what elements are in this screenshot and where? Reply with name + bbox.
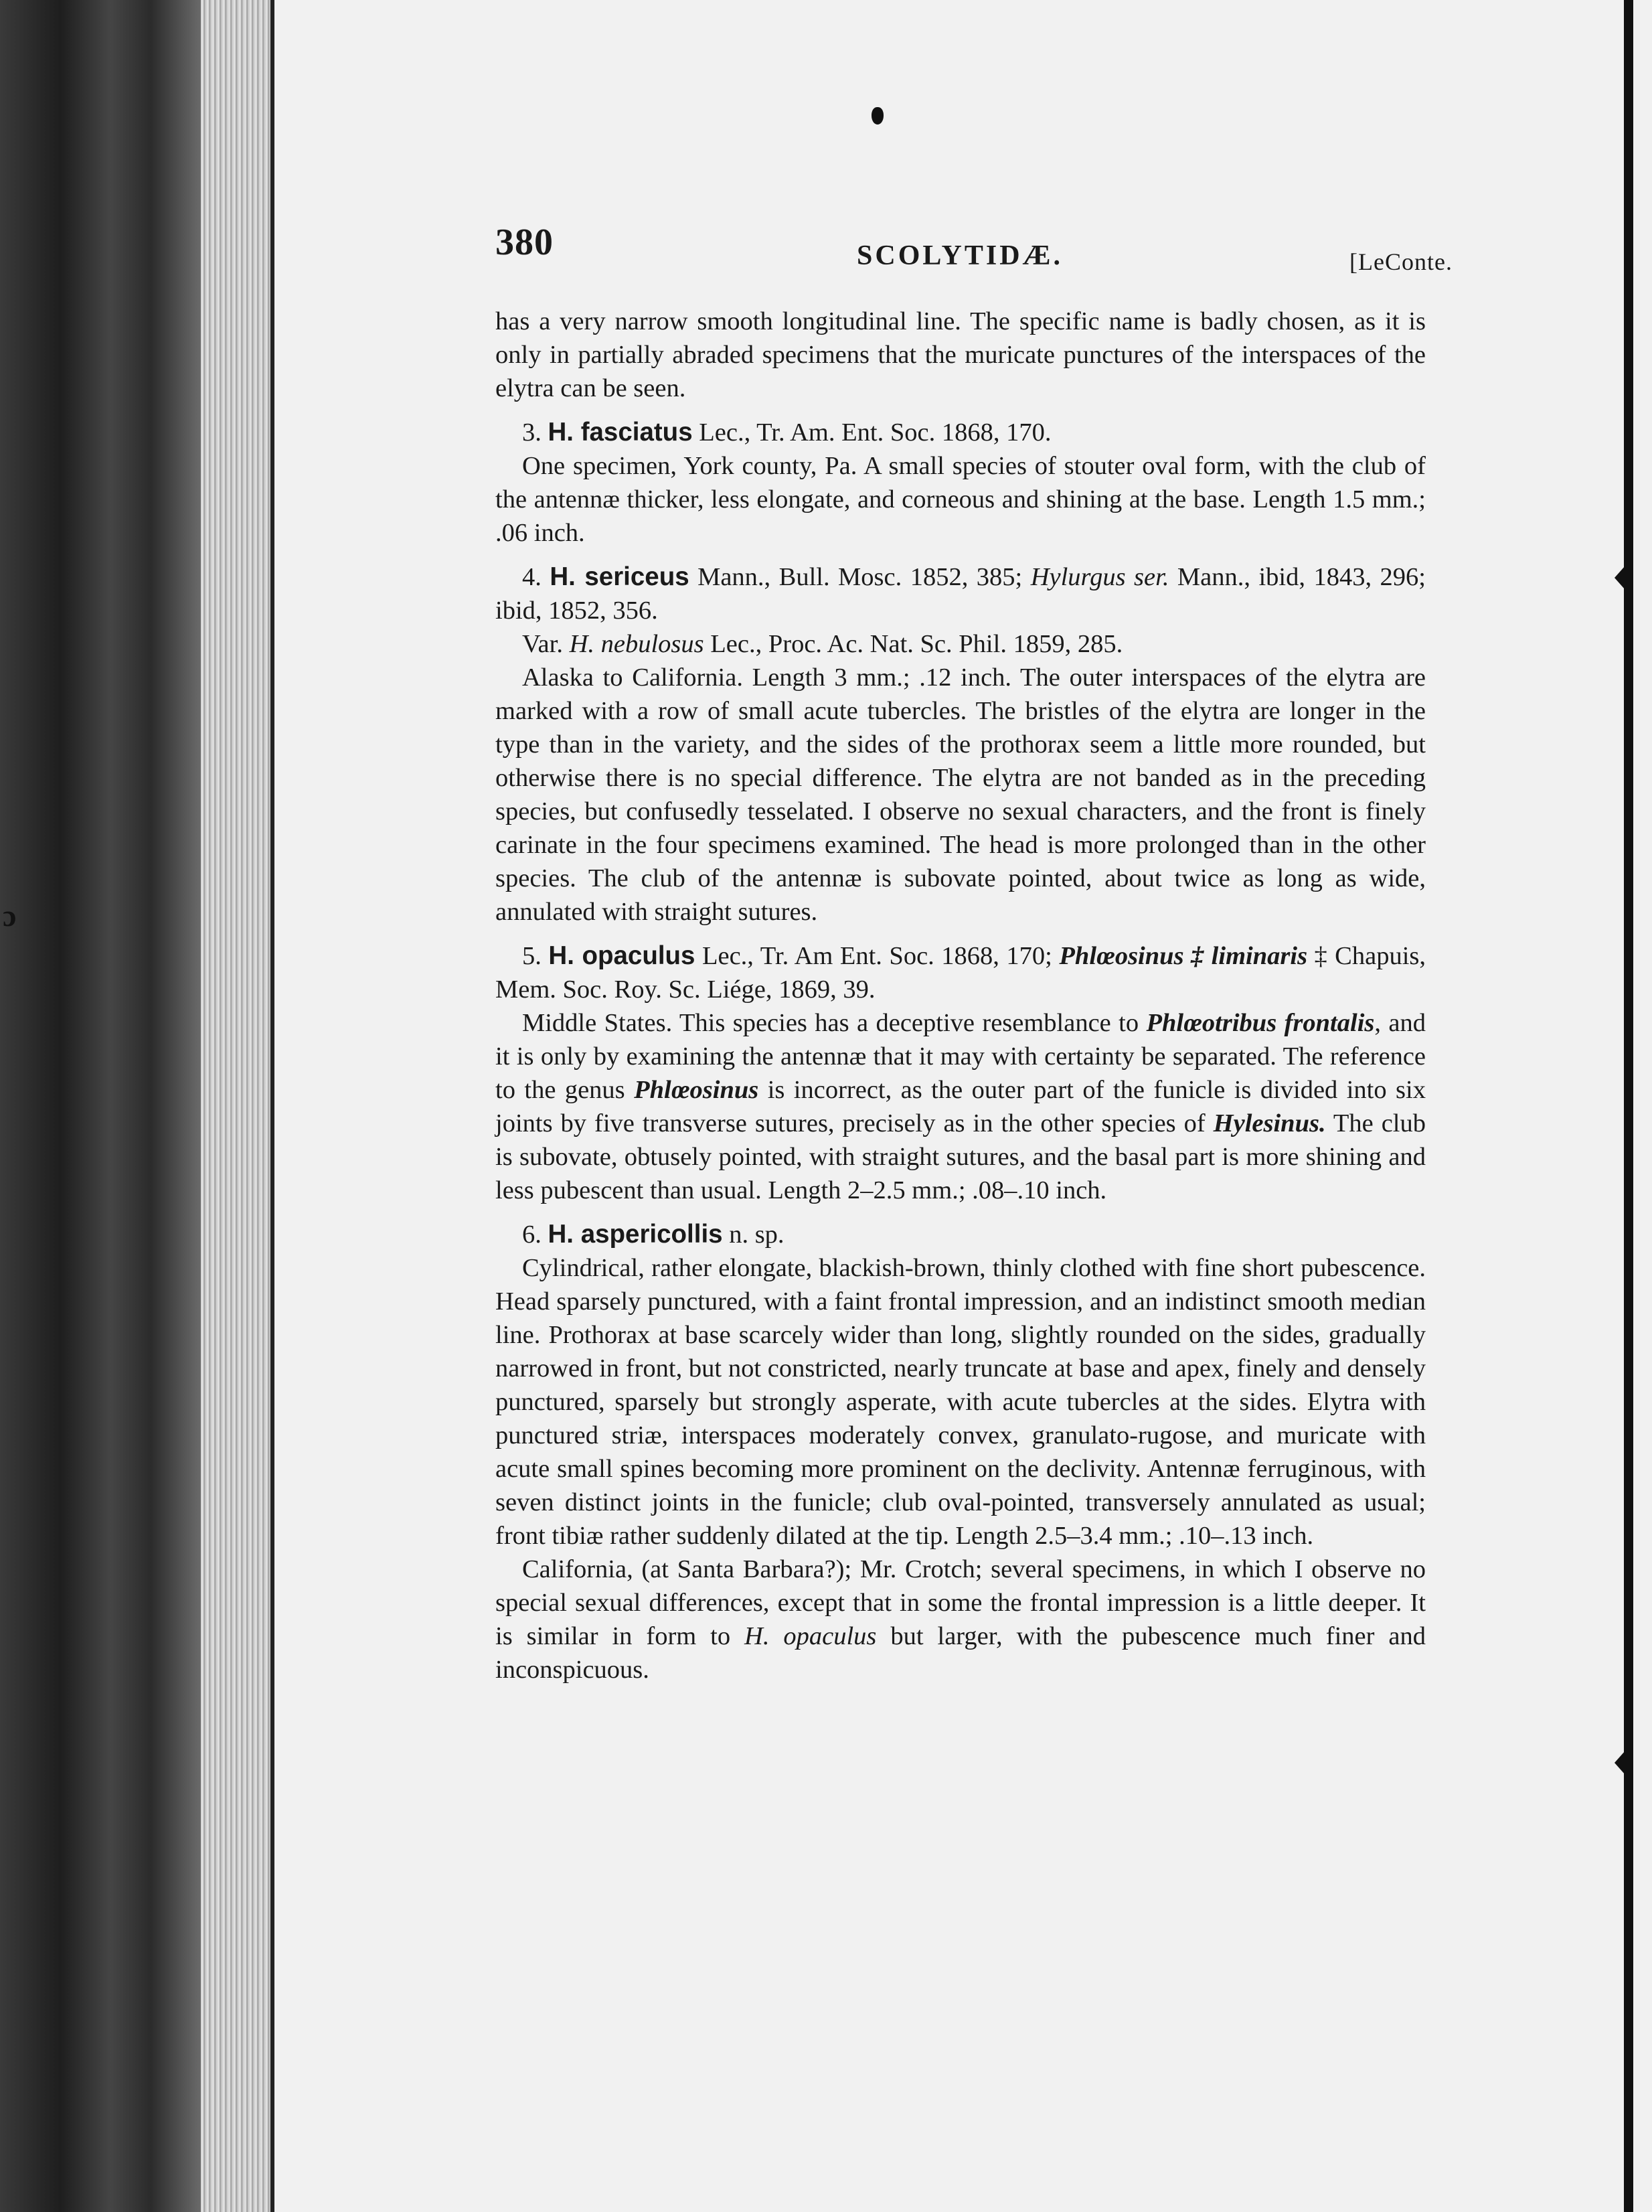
citation: Lec., Tr. Am. Ent. Soc. 1868, 170. <box>692 418 1052 447</box>
taxon-name: H. opaculus <box>744 1622 877 1650</box>
text-run: Middle States. This species has a deceptive resemblance to <box>522 1009 1147 1037</box>
entry-number: 3. <box>522 418 542 447</box>
page-header <box>495 221 1453 274</box>
citation: ‡ Chapuis, Mem. Soc. Roy. Sc. Liége, 1869, 39. <box>495 942 1426 1004</box>
book-spine-edge <box>0 0 201 2212</box>
species-name: H. aspericollis <box>548 1220 723 1249</box>
paragraph <box>495 1553 1426 1686</box>
right-gutter-bar <box>1624 0 1633 2212</box>
citation: Mann., Bull. Mosc. 1852, 385; <box>689 563 1031 591</box>
page-number: 380 <box>495 222 554 263</box>
taxon-name: Hylesinus. <box>1213 1109 1326 1137</box>
species-name: H. sericeus <box>550 562 689 591</box>
species-entry-5 <box>495 939 1426 1006</box>
page-stack-edge <box>201 0 274 2212</box>
body-text <box>495 305 1426 1686</box>
right-edge-notch <box>1615 1751 1625 1775</box>
species-name: H. opaculus <box>548 941 695 970</box>
taxon-name: Phlœotribus frontalis <box>1146 1009 1375 1037</box>
paragraph: has a very narrow smooth longitudinal line. The specific name is badly chosen, as it is only in partially abraded specimens that the muricate punctures of the interspaces of the elytra can be seen. <box>495 307 1426 402</box>
variety-line <box>495 627 1426 661</box>
right-edge-notch <box>1615 566 1625 590</box>
paragraph: Cylindrical, rather elongate, blackish-brown, thinly clothed with fine short pubescence. Head sparsely punctured, with a faint frontal impression, and an indistinct smooth median line. Prothorax at base scarcely wider than long, slightly rounded on the sides, gradually narrowed in front, but not constricted, nearly truncate at base and apex, finely and densely punctured, sparsely but strongly asperate, with acute tubercles at the sides. Elytra with punctured striæ, interspaces moderately convex, granulato-rugose, and muricate with acute small spines becoming more prominent on the declivity. Antennæ ferruginous, with seven distinct joints in the funicle; club oval-pointed, transversely annulated as usual; front tibiæ rather suddenly dilated at the tip. Length 2.5–3.4 mm.; .10–.13 inch. <box>495 1254 1426 1550</box>
synonym: Phlœosinus ‡ liminaris <box>1059 942 1308 970</box>
ink-dot <box>872 107 884 125</box>
running-title: SCOLYTIDÆ. <box>857 240 1064 271</box>
text-run: , and it is only by examining the antennæ that it may with certainty be separated. The reference to the genus <box>495 1009 1426 1104</box>
citation: Lec., Proc. Ac. Nat. Sc. Phil. 1859, 285. <box>704 630 1123 658</box>
variety-label: Var. <box>522 630 570 658</box>
synonym: Hylurgus ser. <box>1030 563 1169 591</box>
right-page-edge <box>1600 0 1652 2212</box>
entry-number: 6. <box>522 1220 542 1249</box>
citation: Mann., ibid, 1843, 296; ibid, 1852, 356. <box>495 563 1426 625</box>
entry-number: 5. <box>522 942 542 970</box>
text-run: is incorrect, as the outer part of the funicle is divided into six joints by five transverse sutures, precisely as in the other species of <box>495 1076 1426 1137</box>
entry-number: 4. <box>522 563 542 591</box>
citation: n. sp. <box>722 1220 784 1249</box>
species-entry-6 <box>495 1218 1426 1251</box>
text-run: California, (at Santa Barbara?); Mr. Crotch; several specimens, in which I observe no special sexual differences, except that in some the frontal impression is a little deeper. It is similar in form to <box>495 1555 1426 1650</box>
paragraph: One specimen, York county, Pa. A small species of stouter oval form, with the club of the antennæ thicker, less elongate, and corneous and shining at the base. Length 1.5 mm.; .06 inch. <box>495 452 1426 547</box>
taxon-name: Phlœosinus <box>634 1076 759 1104</box>
paragraph <box>495 1006 1426 1207</box>
margin-mark: ɔ <box>3 898 17 933</box>
species-entry-4 <box>495 560 1426 627</box>
species-entry-3 <box>495 416 1426 449</box>
text-run: but larger, with the pubescence much finer and inconspicuous. <box>495 1622 1426 1684</box>
author-tag: [LeConte. <box>1349 248 1453 275</box>
text-run: The club is subovate, obtusely pointed, with straight sutures, and the basal part is more shining and less pubescent than usual. Length 2–2.5 mm.; .08–.10 inch. <box>495 1109 1426 1204</box>
variety-name: H. nebulosus <box>569 630 704 658</box>
species-name: H. fasciatus <box>548 418 693 447</box>
citation: Lec., Tr. Am Ent. Soc. 1868, 170; <box>695 942 1060 970</box>
paragraph: Alaska to California. Length 3 mm.; .12 inch. The outer interspaces of the elytra are marked with a row of small acute tubercles. The bristles of the elytra are longer in the type than in the variety, and the sides of the prothorax seem a little more rounded, but otherwise there is no special difference. The elytra are not banded as in the preceding species, but confusedly tesselated. I observe no sexual characters, and the front is finely carinate in the four specimens examined. The head is more prolonged than in the other species. The club of the antennæ is subovate pointed, about twice as long as wide, annulated with straight sutures. <box>495 663 1426 926</box>
